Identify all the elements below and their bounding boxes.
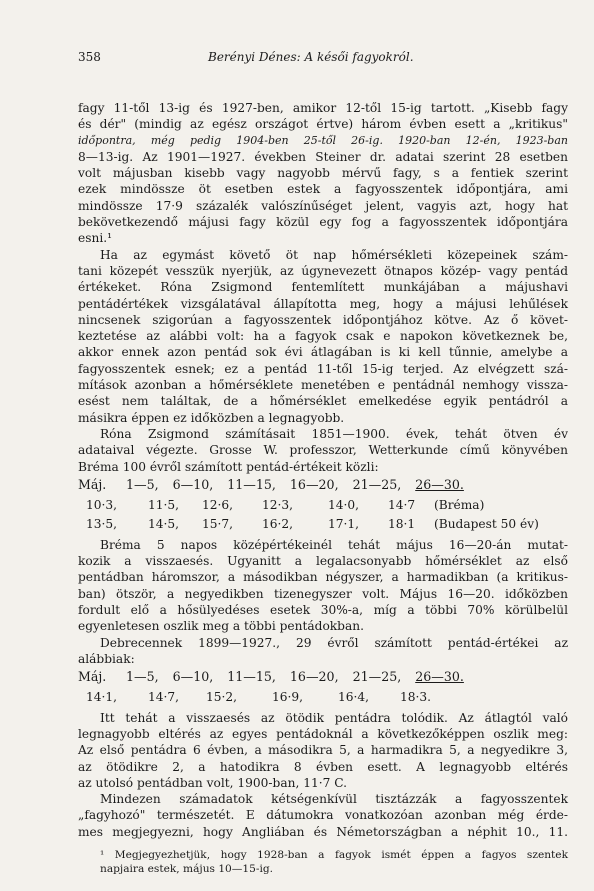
pentad-header-row: [78, 477, 568, 493]
pentad-value: 14·7: [388, 498, 416, 513]
text-line: akkor ennek azon pentád sok évi átlagában is ki kell tűnnie, amelybe a: [78, 345, 568, 360]
pentad-value: 17·1,: [328, 517, 360, 532]
text-line: ezek mindössze öt esetben estek a fagyosszentek időpontjára, ami: [78, 182, 568, 197]
text-line: másikra éppen ez időközben a legnagyobb.: [78, 410, 345, 425]
text-line: mes megjegyezni, hogy Angliában és Németországban a néphit 10., 11.: [78, 824, 568, 839]
pentad-value: 16·4,: [338, 690, 370, 705]
pentad-value: 15·7,: [202, 517, 234, 532]
pentad-label: 21—25,: [352, 476, 402, 492]
pentad-value: 16·9,: [272, 690, 304, 705]
pentad-label: 16—20,: [289, 476, 339, 492]
text-line: adataival végezte. Grosse W. professzor, Wetterkunde című könyvében: [78, 443, 568, 458]
series-place: (Bréma): [434, 498, 485, 513]
text-line: mindössze 17·9 százalék valószínűséget jelent, vagyis azt, hogy hat: [78, 198, 568, 213]
pentad-label: 1—5,: [126, 476, 159, 492]
pentad-table-debrecen: [78, 669, 568, 706]
text-line: 8—13-ig. Az 1901—1927. években Steiner dr. adatai szerint 28 esetben: [78, 149, 568, 164]
paragraph: [78, 710, 568, 791]
paragraph: [78, 537, 568, 635]
series-place: (Budapest 50 év): [434, 517, 539, 532]
text-line: volt májusban kisebb vagy nagyobb mérvű fagy, s a fentiek szerint: [78, 166, 568, 181]
text-line: ban) ötször, a negyedikben tizenegyszer volt. Május 16—20. időközben: [78, 586, 568, 601]
text-line: kozik a visszaesés. Ugyanitt a legalacsonyabb hőmérséklet az első: [78, 554, 568, 569]
text-line: Debrecennek 1899—1927., 29 évről számított pentád-értékei az: [100, 635, 568, 650]
value-row-brema: [78, 497, 568, 513]
text-line: egyenletesen oszlik meg a többi pentádokban.: [78, 619, 364, 634]
text-line: Róna Zsigmond számításait 1851—1900. évek, tehát ötven év: [100, 426, 568, 441]
paragraph: [78, 635, 568, 668]
pentad-value: 13·5,: [86, 517, 118, 532]
text-line: „fagyhozó" természetét. E dátumokra vonatkozóan azonban még érde-: [78, 808, 568, 823]
footnote: [78, 848, 568, 876]
text-line: Itt tehát a visszaesés az ötödik pentádra tolódik. Az átlagtól való: [100, 710, 568, 725]
pentad-value: 12·3,: [262, 498, 294, 513]
pentad-label: 21—25,: [352, 669, 402, 685]
pentad-value: 14·1,: [86, 690, 118, 705]
running-title: Berényi Dénes: A késői fagyokról.: [208, 50, 414, 64]
pentad-table-brema-budapest: [78, 477, 568, 533]
pentad-label: 16—20,: [289, 669, 339, 685]
text-line: tani közepét vesszük nyerjük, az úgynevezett ötnapos közép- vagy pentád: [78, 263, 568, 278]
text-line: esést nem találtak, de a hőmérséklet emelkedése egyik pentádról a: [78, 394, 568, 409]
pentad-label: 6—10,: [172, 669, 214, 685]
text-line: nincsenek szigorúan a fagyosszentek időpontjához kötve. Az ő követ-: [78, 312, 568, 327]
pentad-value: 18·1: [388, 517, 416, 532]
text-line: pentádban háromszor, a másodikban négyszer, a harmadikban (a kritikus-: [78, 570, 568, 585]
text-line: Mindezen számadatok kétségenkívül tisztázzák a fagyosszentek: [100, 792, 568, 807]
pentad-value: 14·7,: [148, 690, 180, 705]
text-line: fagyosszentek esnek; ez a pentád 11-től 15-ig terjed. Az elvégzett szá-: [78, 361, 568, 376]
month-label: Máj.: [78, 476, 107, 492]
pentad-label: 11—15,: [227, 669, 276, 685]
paragraph-italic: [78, 133, 568, 149]
text-line: Bréma 5 napos középértékeinél tehát május 16—20-án mutat-: [100, 537, 568, 552]
text-line: esni.¹: [78, 231, 112, 246]
text-line: Bréma 100 évről számított pentád-értékeit közli:: [78, 459, 379, 474]
text-line: az ötödikre 2, a hatodikra 8 évben esett. A legnagyobb eltérés: [78, 759, 568, 774]
pentad-value: 15·2,: [206, 690, 238, 705]
pentad-value: 12·6,: [202, 498, 234, 513]
pentad-label: 6—10,: [172, 476, 214, 492]
page-header: [78, 50, 554, 74]
text-line: bekövetkezendő májusi fagy közül egy fog a fagyosszentek időpontjára: [78, 215, 568, 230]
text-line: fagy 11-től 13-ig és 1927-ben, amikor 12-től 15-ig tartott. „Kisebb fagy: [78, 101, 568, 115]
paragraph: [78, 100, 568, 133]
pentad-label: 1—5,: [126, 669, 159, 685]
pentad-value: 18·3.: [400, 690, 432, 705]
page-number: 358: [78, 50, 101, 64]
text-line: értékeket. Róna Zsigmond fentemlített munkájában a májushavi: [78, 280, 568, 295]
value-row-budapest: [78, 516, 568, 532]
text-line: mítások azonban a hőmérséklete menetében e pentádnál nemhogy vissza-: [78, 378, 568, 393]
paragraph: [78, 247, 568, 426]
value-row-debrecen: [78, 689, 568, 705]
text-line: és dér" (mindig az egész országot értve) három évben esett a „kritikus": [78, 117, 568, 132]
text-line: Ha az egymást követő öt nap hőmérsékleti közepeinek szám-: [100, 247, 568, 262]
text-line: időpontra, még pedig 1904-ben 25-től 26-ig. 1920-ban 12-én, 1923-ban: [78, 133, 568, 147]
pentad-header-row: [78, 669, 568, 685]
text-line: Az első pentádra 6 évben, a másodikra 5, a harmadikra 5, a negyedikre 3,: [78, 743, 568, 758]
pentad-label: 26—30.: [415, 476, 464, 492]
text-line: keztetése az alábbi volt: ha a fagyok csak e napokon következnek be,: [78, 329, 568, 344]
page-body: [78, 100, 568, 876]
pentad-label: 11—15,: [227, 476, 276, 492]
pentad-value: 11·5,: [148, 498, 180, 513]
text-line: alábbiak:: [78, 651, 135, 666]
text-line: fordult elő a hősülyedéses esetek 30%-a, míg a többi 70% körülbelül: [78, 602, 568, 617]
pentad-label: 26—30.: [415, 669, 464, 685]
text-line: az utolsó pentádban volt, 1900-ban, 11·7 C.: [78, 775, 347, 790]
text-line: pentádértékek vizsgálatával állapította meg, hogy a májusi lehűlések: [78, 296, 568, 311]
pentad-value: 14·0,: [328, 498, 360, 513]
text-line: legnagyobb eltérés az egyes pentádoknál a következőképpen oszlik meg:: [78, 726, 568, 741]
pentad-value: 14·5,: [148, 517, 180, 532]
paragraph: [78, 426, 568, 475]
paragraph: [78, 149, 568, 247]
pentad-value: 10·3,: [86, 498, 118, 513]
pentad-value: 16·2,: [262, 517, 294, 532]
paragraph: [78, 791, 568, 840]
month-label: Máj.: [78, 669, 107, 685]
footnote-line: napjaira estek, május 10—15-ig.: [100, 863, 273, 876]
footnote-line: ¹ Megjegyezhetjük, hogy 1928-ban a fagyok ismét éppen a fagyos szentek: [100, 849, 568, 862]
